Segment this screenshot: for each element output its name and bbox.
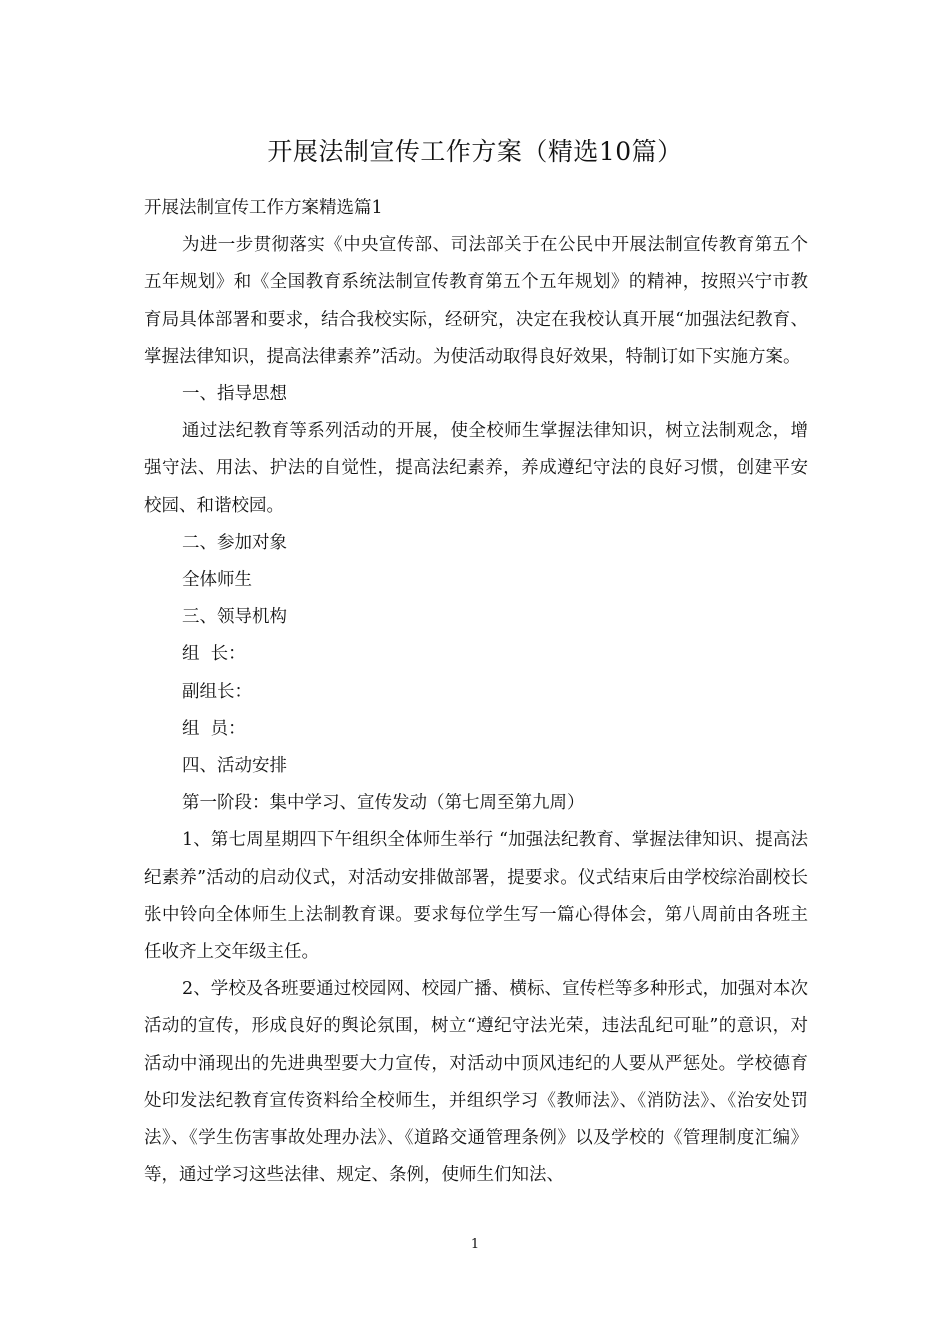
paragraph-item-2: 2、学校及各班要通过校园网、校园广播、横标、宣传栏等多种形式，加强对本次活动的宣传，形成良好的舆论氛围，树立“遵纪守法光荣，违法乱纪可耻”的意识，对活动中涌现出的先进典型要大力宣传，对活动中顶风违纪的人要从严惩处。学校德育处印发法纪教育宣传资料给全校师生，并组织学习《教师法》、《消防法》、《治安处罚法》、《学生伤害事故处理办法》、《道路交通管理条例》以及学校的《管理制度汇编》等，通过学习这些法律、规定、条例，使师生们知法、 bbox=[144, 979, 808, 1186]
paragraph-participants: 全体师生 bbox=[182, 570, 252, 591]
heading-activity-plan: 四、活动安排 bbox=[182, 756, 287, 777]
leadership-deputy: 副组长： bbox=[182, 681, 252, 702]
section-subtitle: 开展法制宣传工作方案精选篇1 bbox=[144, 198, 383, 218]
heading-leadership: 三、领导机构 bbox=[182, 607, 287, 628]
page-number: 1 bbox=[470, 1237, 480, 1252]
heading-phase-one: 第一阶段：集中学习、宣传发动（第七周至第九周） bbox=[182, 793, 585, 814]
heading-guiding-ideology: 一、指导思想 bbox=[182, 384, 287, 405]
paragraph-item-1: 1、第七周星期四下午组织全体师生举行 “加强法纪教育、掌握法律知识、提高法纪素养”活动的启动仪式，对活动安排做部署，提要求。仪式结束后由学校综治副校长张中铃向全体师生上法制教育课。要求每位学生写一篇心得体会，第八周前由各班主任收齐上交年级主任。 bbox=[144, 830, 808, 963]
paragraph-intro: 为进一步贯彻落实《中央宣传部、司法部关于在公民中开展法制宣传教育第五个五年规划》和《全国教育系统法制宣传教育第五个五年规划》的精神，按照兴宁市教育局具体部署和要求，结合我校实际，经研究，决定在我校认真开展“加强法纪教育、掌握法律知识，提高法律素养”活动。为使活动取得良好效果，特制订如下实施方案。 bbox=[144, 235, 808, 367]
leadership-leader: 组 长： bbox=[182, 644, 246, 665]
heading-participants: 二、参加对象 bbox=[182, 532, 287, 553]
document-body bbox=[144, 190, 808, 1194]
document-title: 开展法制宣传工作方案（精选10篇） bbox=[267, 137, 683, 166]
paragraph-guiding-ideology: 通过法纪教育等系列活动的开展，使全校师生掌握法律知识，树立法制观念，增强守法、用法、护法的自觉性，提高法纪素养，养成遵纪守法的良好习惯，创建平安校园、和谐校园。 bbox=[144, 421, 808, 516]
leadership-members: 组 员： bbox=[182, 718, 246, 739]
